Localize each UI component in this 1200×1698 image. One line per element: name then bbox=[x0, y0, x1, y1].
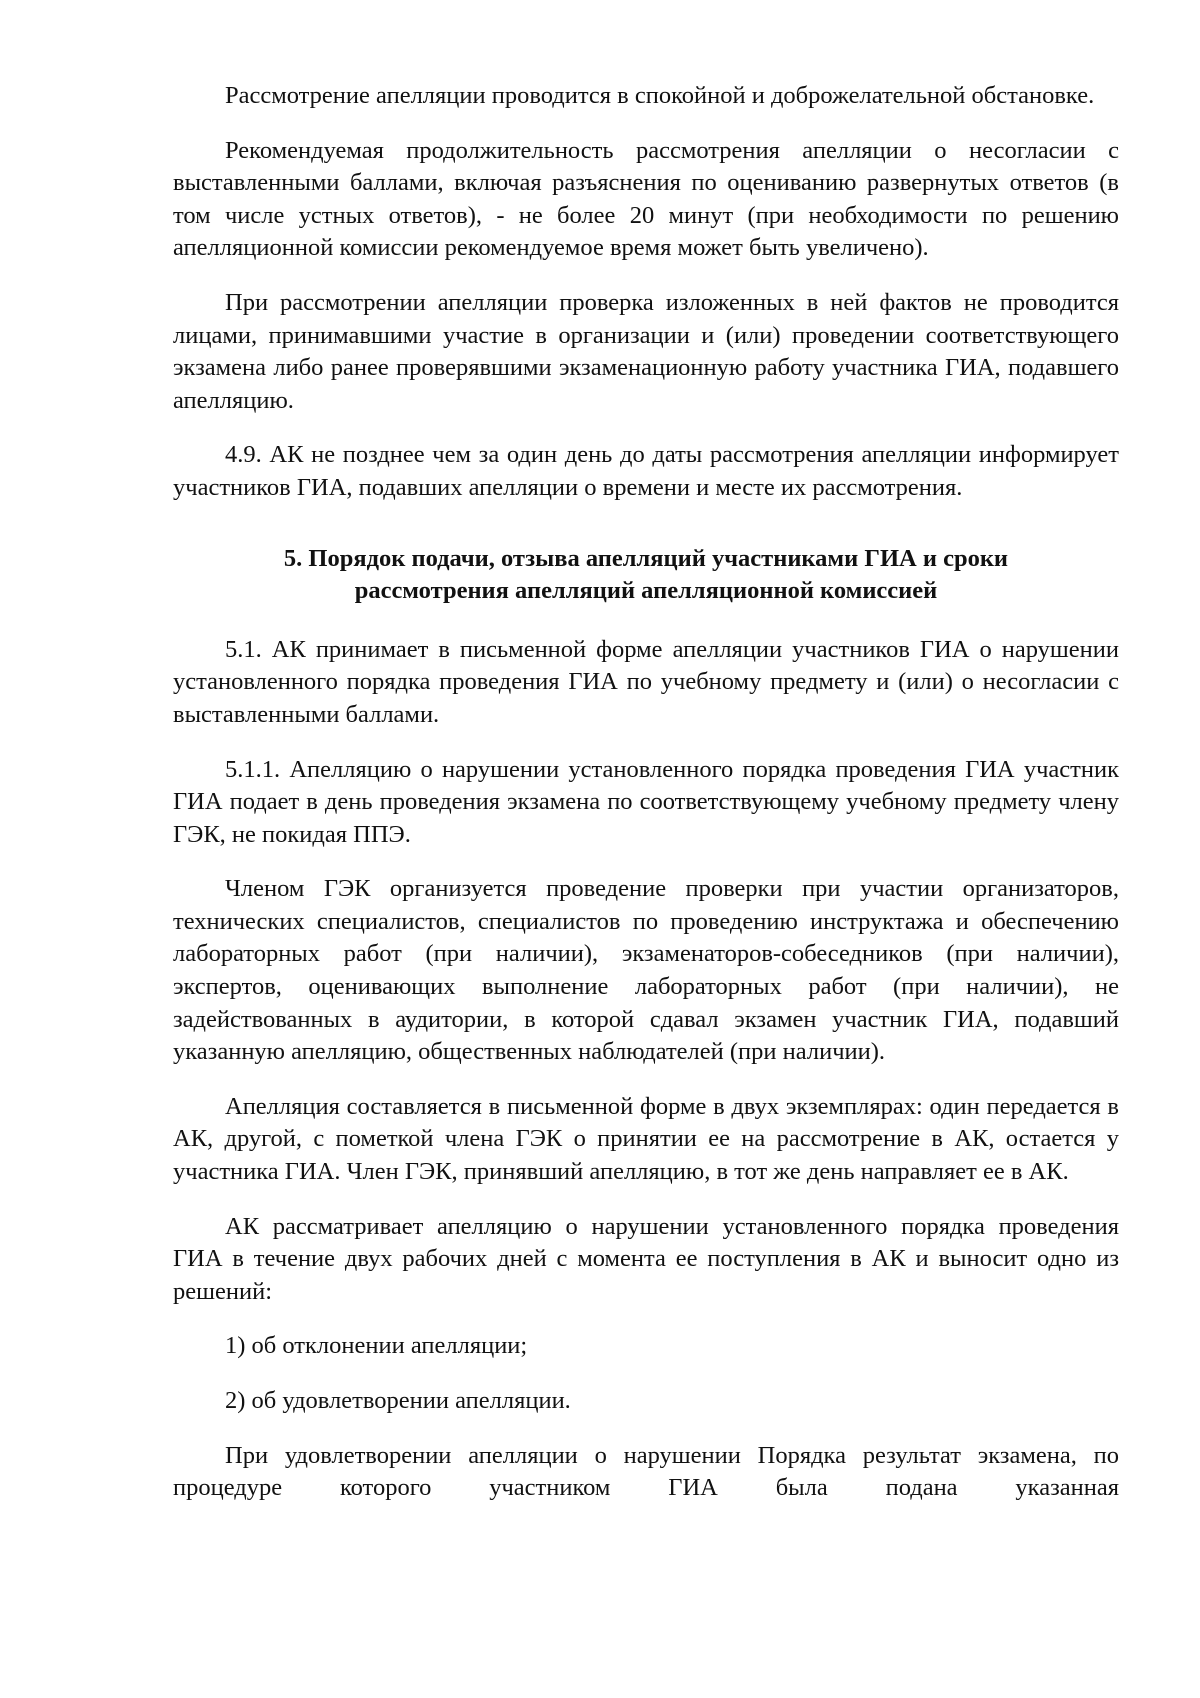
document-page bbox=[173, 80, 1119, 1527]
paragraph: Членом ГЭК организуется проведение проверки при участии организаторов, технических специалистов, специалистов по проведению инструктажа и обеспечению лабораторных работ (при наличии), экзаменаторов-собеседников (при наличии), экспертов, оценивающих выполнение лабораторных работ (при наличии), не задействованных в аудитории, в которой сдавал экзамен участник ГИА, подавший указанную апелляцию, общественных наблюдателей (при наличии). bbox=[173, 875, 1119, 1066]
list-item: 1) об отклонении апелляции; bbox=[225, 1332, 528, 1360]
paragraph: Рекомендуемая продолжительность рассмотрения апелляции о несогласии с выставленными баллами, включая разъяснения по оцениванию развернутых ответов (в том числе устных ответов), - не более 20 минут (при необходимости по решению апелляционной комиссии рекомендуемое время может быть увеличено). bbox=[173, 136, 1119, 262]
list-item: 2) об удовлетворении апелляции. bbox=[225, 1387, 571, 1414]
paragraph: Рассмотрение апелляции проводится в спокойной и доброжелательной обстановке. bbox=[225, 82, 1095, 109]
paragraph: 5.1.1. Апелляцию о нарушении установленного порядка проведения ГИА участник ГИА подает в день проведения экзамена по соответствующему учебному предмету члену ГЭК, не покидая ППЭ. bbox=[173, 755, 1119, 848]
paragraph: 4.9. АК не позднее чем за один день до даты рассмотрения апелляции информирует участников ГИА, подавших апелляции о времени и месте их рассмотрения. bbox=[173, 441, 1119, 501]
paragraph: Апелляция составляется в письменной форме в двух экземплярах: один передается в АК, другой, с пометкой члена ГЭК о принятии ее на рассмотрение в АК, остается у участника ГИА. Член ГЭК, принявший апелляцию, в тот же день направляет ее в АК. bbox=[173, 1092, 1119, 1186]
paragraph: При удовлетворении апелляции о нарушении Порядка результат экзамена, по процедуре которого участником ГИА была подана указанная bbox=[173, 1441, 1119, 1502]
paragraph: 5.1. АК принимает в письменной форме апелляции участников ГИА о нарушении установленного порядка проведения ГИА по учебному предмету и (или) о несогласии с выставленными баллами. bbox=[173, 635, 1119, 728]
paragraph: АК рассматривает апелляцию о нарушении установленного порядка проведения ГИА в течение двух рабочих дней с момента ее поступления в АК и выносит одно из решений: bbox=[173, 1212, 1119, 1305]
paragraph: При рассмотрении апелляции проверка изложенных в ней фактов не проводится лицами, принимавшими участие в организации и (или) проведении соответствующего экзамена либо ранее проверявшими экзаменационную работу участника ГИА, подавшего апелляцию. bbox=[173, 288, 1119, 414]
section-heading: 5. Порядок подачи, отзыва апелляций участниками ГИА и сроки рассмотрения апелляций апелляционной комиссией bbox=[283, 544, 1009, 605]
